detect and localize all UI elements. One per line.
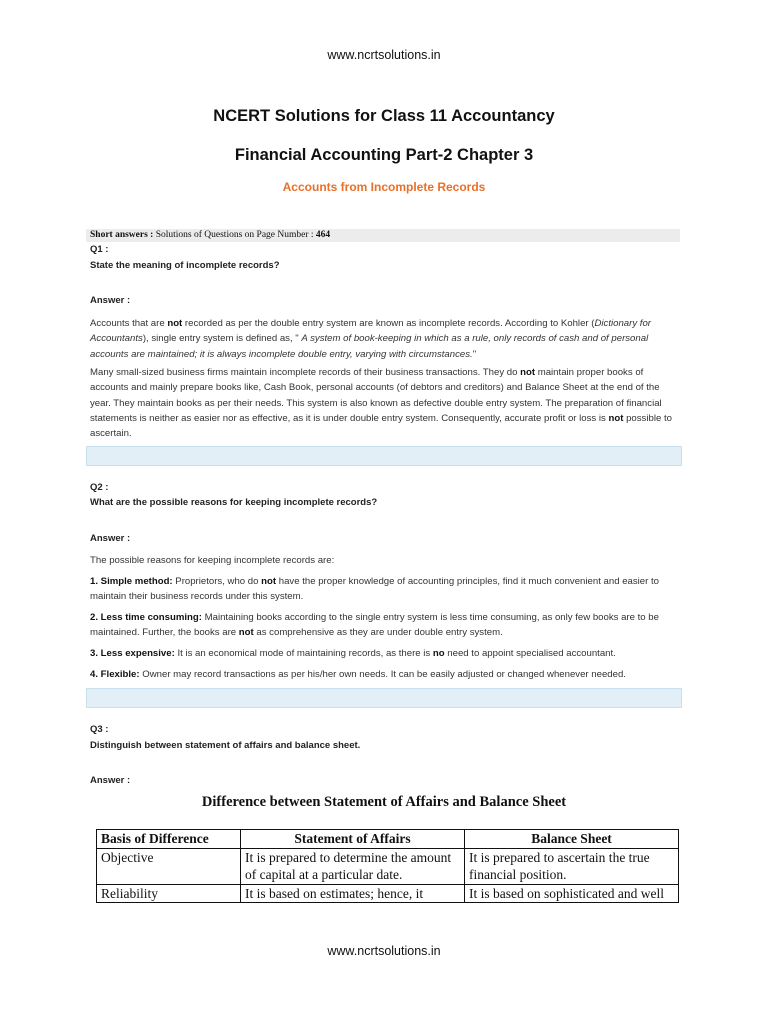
page-title: NCERT Solutions for Class 11 Accountancy <box>213 107 555 125</box>
q1-p2-text: maintain proper books of accounts and mainly prepare books like, Cash Book, personal accounts (of debtors and creditors) and Balance Sheet at the end of the year. They maintain books as per their needs. This system is also known as defective double entry system. The preparation of financial statements is neither as easier nor as effective, as it is under double entry system. Consequently, accurate profit or loss is <box>90 367 662 424</box>
q1-p2-bold: not <box>520 367 536 378</box>
reason-heading: 1. Simple method: <box>90 576 173 587</box>
q1-p1-text: Accounts that are <box>90 318 168 329</box>
table-cell: It is based on sophisticated and well <box>465 884 679 903</box>
short-answers-label: Short answers : <box>90 230 154 240</box>
header-statement-of-affairs: Statement of Affairs <box>241 830 465 849</box>
q1-paragraph-1 <box>90 316 680 362</box>
reason-heading: 3. Less expensive: <box>90 648 175 659</box>
q1-p1-quote: A system of book-keeping in which as a rule, only records of cash and of personal accounts are maintained; it is always incomplete double entry, varying with circumstances. <box>90 333 649 360</box>
q2-reason-1 <box>90 574 680 605</box>
q1-p1-bold: not <box>167 318 183 329</box>
table-cell: It is based on estimates; hence, it <box>241 884 465 903</box>
table-cell: Reliability <box>97 884 241 903</box>
reason-text: Maintaining books according to the single entry system is less time consuming, as only few books are to be maintained. Further, the books are <box>90 612 659 639</box>
q2-intro: The possible reasons for keeping incomplete records are: <box>90 555 335 566</box>
q3-question: Distinguish between statement of affairs and balance sheet. <box>90 740 361 751</box>
q1-p2-text: Many small-sized business firms maintain incomplete records of their business transactions. They do <box>90 367 521 378</box>
q1-p1-text: recorded as per the double entry system are known as incomplete records. According to Kohler ( <box>182 318 595 329</box>
page-number: 464 <box>315 230 331 240</box>
q1-number: Q1 : <box>90 244 109 255</box>
reason-text: It is an economical mode of maintaining records, as there is <box>174 648 433 659</box>
table-cell: It is prepared to ascertain the true financial position. <box>465 848 679 884</box>
short-answers-text: Solutions of Questions on Page Number : <box>155 230 314 240</box>
q1-p1-text: ), single entry system is defined as, " <box>142 333 302 345</box>
reason-text: as comprehensive as they are under double entry system. <box>253 627 503 639</box>
reason-text: Owner may record transactions as per his/her own needs. It can be easily adjusted or changed whenever needed. <box>139 669 626 680</box>
table-cell: It is prepared to determine the amount of capital at a particular date. <box>241 848 465 884</box>
q2-question: What are the possible reasons for keeping incomplete records? <box>90 497 378 508</box>
header-site-url[interactable]: www.ncrtsolutions.in <box>327 48 441 62</box>
header-balance-sheet: Balance Sheet <box>465 830 679 849</box>
q2-number: Q2 : <box>90 482 109 493</box>
q1-p1-text: " <box>472 348 477 360</box>
q1-question: State the meaning of incomplete records? <box>90 260 280 271</box>
reason-heading: 4. Flexible: <box>90 669 140 680</box>
q1-p2-text: possible to ascertain. <box>90 412 672 440</box>
header-basis: Basis of Difference <box>97 830 241 849</box>
q3-answer-label: Answer : <box>90 775 131 786</box>
table-row <box>97 884 679 903</box>
reason-text: need to appoint specialised accountant. <box>444 648 616 659</box>
short-answers-bar <box>86 229 680 242</box>
reason-bold: no <box>432 648 445 659</box>
reason-bold: not <box>238 627 254 639</box>
q2-reason-4 <box>90 667 680 682</box>
reason-heading: 2. Less time consuming: <box>90 612 202 623</box>
table-title: Difference between Statement of Affairs and Balance Sheet <box>201 794 567 810</box>
footer-site-url[interactable]: www.ncrtsolutions.in <box>327 944 441 958</box>
q2-reason-3 <box>90 646 680 661</box>
chapter-subtitle: Accounts from Incomplete Records <box>282 180 486 194</box>
reason-text: have the proper knowledge of accounting principles, find it much convenient and easier to maintain their business records under this system. <box>90 576 659 603</box>
q1-p2-bold: not <box>608 412 624 424</box>
q3-number: Q3 : <box>90 724 109 735</box>
difference-table-container <box>90 829 690 923</box>
table-row <box>97 848 679 884</box>
difference-table <box>96 829 679 903</box>
q2-answer-label: Answer : <box>90 533 131 544</box>
separator-band-2 <box>86 688 682 708</box>
q2-reason-2 <box>90 610 680 641</box>
reason-bold: not <box>261 576 277 587</box>
q1-answer-label: Answer : <box>90 295 131 306</box>
chapter-title: Financial Accounting Part-2 Chapter 3 <box>234 146 534 164</box>
q1-paragraph-2 <box>90 365 680 441</box>
reason-text: Proprietors, who do <box>172 576 262 587</box>
table-header-row <box>97 830 679 849</box>
table-cell: Objective <box>97 848 241 884</box>
separator-band-1 <box>86 446 682 466</box>
q1-p1-italic: Dictionary for Accountants <box>90 318 651 345</box>
